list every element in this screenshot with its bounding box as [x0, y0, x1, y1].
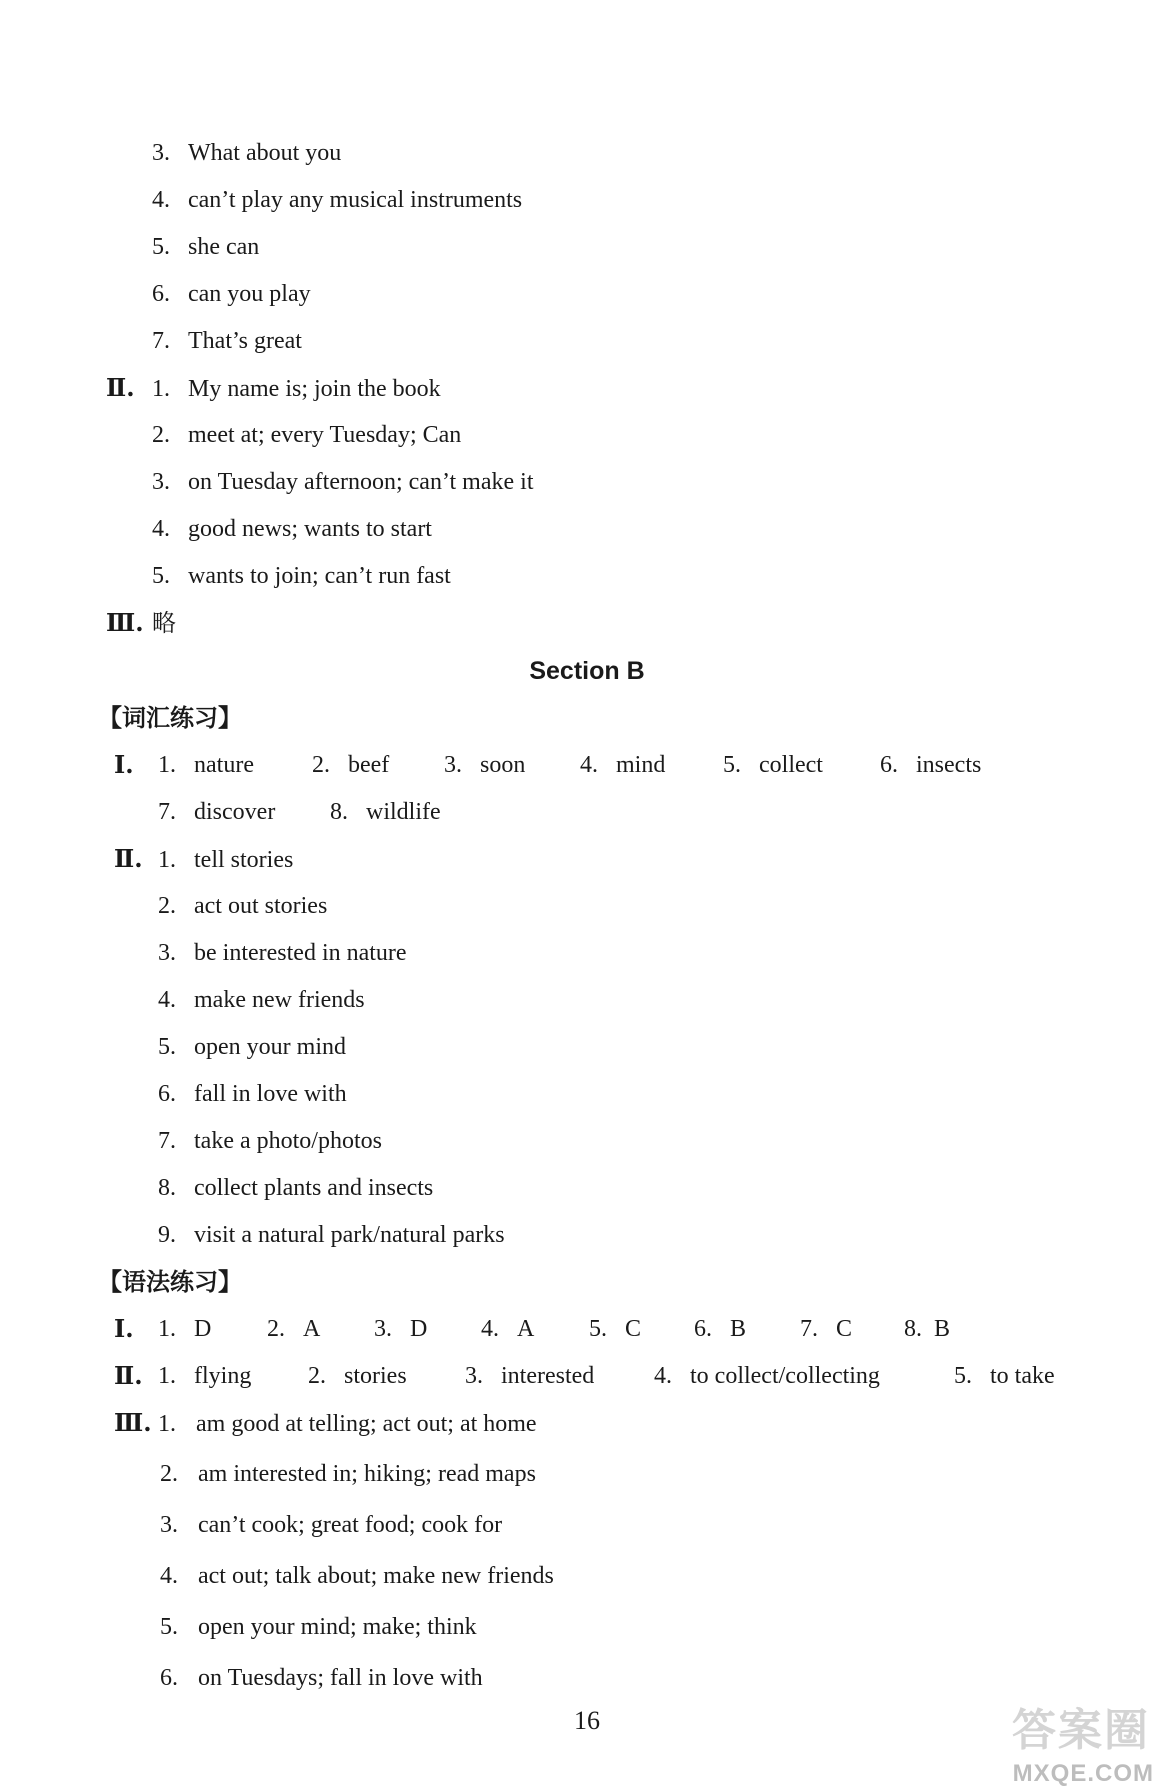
list-item: 3. D — [374, 1316, 428, 1342]
list-item: 3. can’t cook; great food; cook for — [160, 1512, 503, 1538]
list-item: 7. That’s great — [152, 328, 302, 354]
list-item: 2. A — [267, 1316, 321, 1342]
list-item: 5. C — [589, 1316, 642, 1342]
section-title: Section B — [529, 657, 645, 685]
list-item: 4. make new friends — [158, 987, 365, 1013]
list-item: 3. soon — [444, 752, 526, 778]
list-item: 5. open your mind — [158, 1034, 346, 1060]
list-item: 2. stories — [308, 1363, 407, 1389]
list-item: Ⅲ. 略 — [106, 608, 176, 637]
list-item: 8. collect plants and insects — [158, 1175, 434, 1201]
list-item: 4. can’t play any musical instruments — [152, 187, 523, 213]
list-item: 6. B — [694, 1316, 747, 1342]
list-item: 3. be interested in nature — [158, 940, 407, 966]
list-item: 7. take a photo/photos — [158, 1128, 382, 1154]
list-item: 2. am interested in; hiking; read maps — [160, 1461, 536, 1487]
list-item: 6. insects — [880, 752, 982, 778]
list-item: 4. good news; wants to start — [152, 516, 432, 542]
page-number: 16 — [574, 1706, 600, 1735]
list-item: 4. to collect/collecting — [654, 1363, 880, 1389]
list-item: 1. D — [158, 1316, 212, 1342]
list-item: 1. nature — [158, 752, 254, 778]
list-item: 4. act out; talk about; make new friends — [160, 1563, 554, 1589]
list-item: 7. C — [800, 1316, 853, 1342]
list-item: 2. act out stories — [158, 893, 328, 919]
list-item: 3. on Tuesday afternoon; can’t make it — [152, 469, 534, 495]
list-item: 5. open your mind; make; think — [160, 1614, 477, 1640]
list-item: 4. mind — [580, 752, 666, 778]
watermark-logo — [966, 1705, 1166, 1788]
list-item: 1. flying — [158, 1363, 252, 1389]
list-item: 3. interested — [465, 1363, 595, 1389]
watermark-site: MXQE.COM — [1012, 1760, 1154, 1787]
list-item: 7. discover — [158, 799, 276, 825]
list-item: 8. B — [904, 1316, 951, 1342]
list-item: Ⅱ. 1. tell stories — [114, 844, 294, 873]
list-item: 4. A — [481, 1316, 535, 1342]
list-item: 2. meet at; every Tuesday; Can — [152, 422, 462, 448]
list-item: 5. wants to join; can’t run fast — [152, 563, 451, 589]
list-item: 5. collect — [723, 752, 823, 778]
list-item: 6. fall in love with — [158, 1081, 347, 1107]
grammar-i-row: Ⅰ. — [114, 1314, 134, 1343]
list-item: 9. visit a natural park/natural parks — [158, 1222, 505, 1248]
list-item: Ⅱ. 1. My name is; join the book — [106, 373, 441, 402]
list-item: 6. can you play — [152, 281, 311, 307]
list-item: 8. wildlife — [330, 799, 441, 825]
list-item: 2. beef — [312, 752, 390, 778]
list-item: Ⅲ. 1. am good at telling; act out; at home — [114, 1408, 537, 1437]
grammar-ii-row: Ⅱ. — [114, 1361, 143, 1390]
grammar-heading: 【语法练习】 — [98, 1268, 242, 1296]
list-item: 3. What about you — [152, 140, 342, 166]
list-item: 5. to take — [954, 1363, 1055, 1389]
vocab-heading: 【词汇练习】 — [98, 704, 242, 732]
watermark-mark: 答案圈 — [1012, 1705, 1150, 1756]
list-item: 6. on Tuesdays; fall in love with — [160, 1665, 483, 1691]
list-item: 5. she can — [152, 234, 260, 260]
vocab-i-row: Ⅰ. — [114, 750, 134, 779]
